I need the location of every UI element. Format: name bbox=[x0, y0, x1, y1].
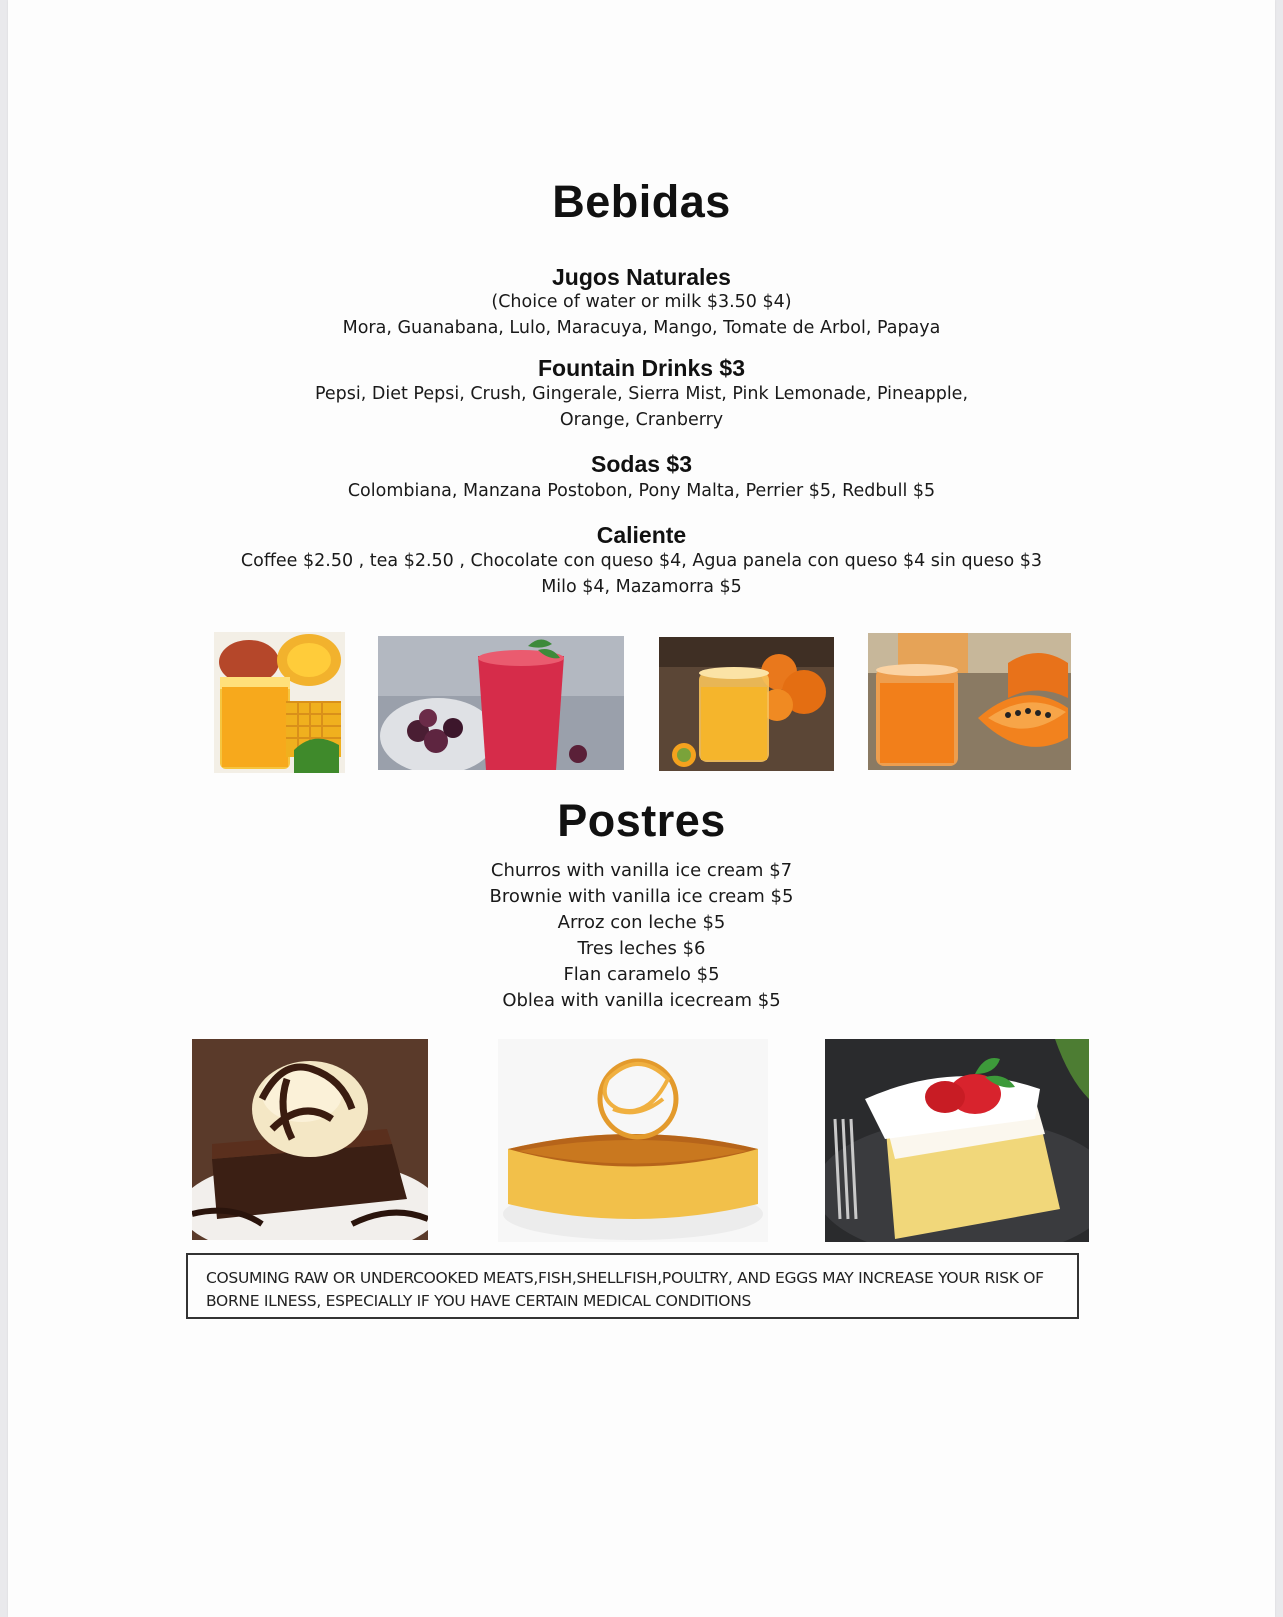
jugos-naturales-list: Mora, Guanabana, Lulo, Maracuya, Mango, Tomate de Arbol, Papaya bbox=[342, 318, 941, 338]
caliente-list-2: Milo $4, Mazamorra $5 bbox=[541, 577, 742, 597]
notice-line-1: COSUMING RAW OR UNDERCOOKED MEATS,FISH,SHELLFISH,POULTRY, AND EGGS MAY INCREASE YOUR RISK OF bbox=[206, 1269, 1044, 1287]
notice-line-2: BORNE ILNESS, ESPECIALLY IF YOU HAVE CERTAIN MEDICAL CONDITIONS bbox=[206, 1292, 752, 1310]
caliente-heading: Caliente bbox=[596, 522, 687, 548]
dessert-item: Arroz con leche $5 bbox=[557, 912, 726, 933]
fountain-drinks-heading: Fountain Drinks $3 bbox=[537, 355, 746, 381]
food-safety-notice bbox=[186, 1253, 1079, 1319]
jugos-naturales-heading: Jugos Naturales bbox=[552, 264, 731, 290]
flan-photo bbox=[498, 1039, 768, 1242]
menu-page bbox=[8, 0, 1275, 1617]
sodas-list: Colombiana, Manzana Postobon, Pony Malta, Perrier $5, Redbull $5 bbox=[347, 481, 936, 501]
jugos-naturales-note: (Choice of water or milk $3.50 $4) bbox=[491, 292, 792, 312]
fountain-drinks-list-1: Pepsi, Diet Pepsi, Crush, Gingerale, Sierra Mist, Pink Lemonade, Pineapple, bbox=[314, 384, 969, 404]
fountain-drinks-list-2: Orange, Cranberry bbox=[559, 410, 724, 430]
bebidas-title: Bebidas bbox=[552, 176, 731, 227]
dessert-item: Churros with vanilla ice cream $7 bbox=[490, 860, 793, 881]
tres-leches-photo bbox=[825, 1039, 1089, 1242]
lulo-juice-photo bbox=[659, 637, 834, 771]
papaya-juice-photo bbox=[868, 633, 1071, 770]
postres-title: Postres bbox=[557, 795, 726, 846]
brownie-photo bbox=[192, 1039, 428, 1240]
mango-juice-photo bbox=[214, 632, 345, 773]
blackberry-juice-photo bbox=[378, 636, 624, 770]
dessert-item: Flan caramelo $5 bbox=[563, 964, 720, 985]
dessert-item: Tres leches $6 bbox=[577, 938, 706, 959]
dessert-item: Oblea with vanilla icecream $5 bbox=[502, 990, 781, 1011]
caliente-list-1: Coffee $2.50 , tea $2.50 , Chocolate con queso $4, Agua panela con queso $4 sin queso $3 bbox=[240, 551, 1043, 571]
sodas-heading: Sodas $3 bbox=[591, 451, 692, 477]
dessert-item: Brownie with vanilla ice cream $5 bbox=[489, 886, 794, 907]
